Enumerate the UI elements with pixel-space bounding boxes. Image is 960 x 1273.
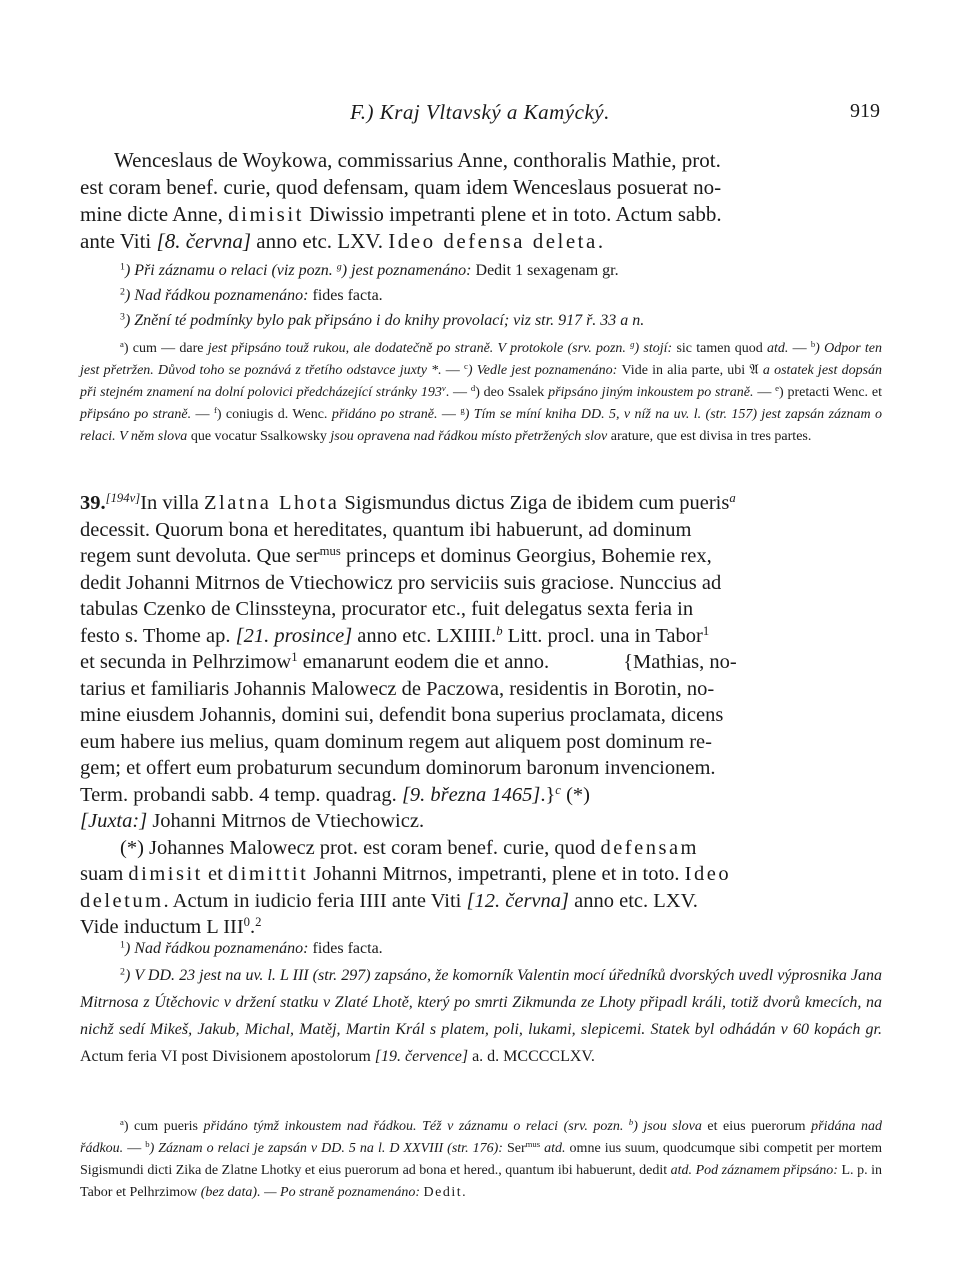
note-text: et eius puerorum xyxy=(707,1119,812,1134)
italic-note: jsou opravena nad řádkou místo přetržených slov xyxy=(330,429,611,444)
text-span: anno etc. LXIIII. xyxy=(352,624,497,647)
note-text: Vide in alia parte, ubi xyxy=(621,363,750,378)
italic-note: přidáno po straně. xyxy=(331,407,438,422)
note-text: . — xyxy=(445,385,471,400)
spaced-text: dimisit xyxy=(228,202,304,226)
text-line xyxy=(80,543,882,570)
note-text: ) cum pueris xyxy=(123,1119,204,1134)
italic-note: připsáno po straně. xyxy=(80,407,192,422)
note-text: fides facta. xyxy=(312,940,383,957)
entry-39-text xyxy=(80,490,882,941)
note-mark: g xyxy=(630,339,635,350)
footnote-1 xyxy=(80,258,882,283)
text-line: decessit. Quorum bona et hereditates, quantum ibi habuerunt, ad dominum xyxy=(80,518,692,541)
editorial-date: [9. března 1465] xyxy=(401,783,541,806)
note-mark: c xyxy=(555,782,561,797)
text-line: mine eiusdem Johannis, domini sui, defendit bona superius proclamata, dicens xyxy=(80,704,724,726)
text-span: Diwissio impetranti plene et in toto. Actum sabb. xyxy=(304,202,722,226)
text-span: festo s. Thome ap. xyxy=(80,624,236,647)
bottom-letter-notes xyxy=(80,1116,882,1204)
italic-note: ) Odpor ten jest přetržen. Důvod toho se poznává z třetího odstavce juxty *. xyxy=(80,341,882,378)
text-span: Johanni Mitrnos de Vtiechowicz. xyxy=(147,810,425,832)
note-text: sic tamen quod xyxy=(676,341,767,356)
italic-note: ) V DD. 23 jest na uv. l. L III (str. 297) zapsáno, že komorník Valentin mocí úředníků dvorských uvedl výprosnika Jana Mitrnosa z Útěchovic v držení statku v Zlaté Lhotě, který po smrti Zikmunda ze Lhoty připadl králi, totiž dvorů kmecích, na nichž sedí Mikeš, Jakub, Michal, Matěj, Martin Král s platem, poli, lukami, slepicemi. Statek byl odhádán v 60 kopách gr. xyxy=(80,967,882,1038)
italic-note: přidána nad řádkou. xyxy=(80,1119,883,1156)
footnote-mark: g xyxy=(336,261,342,273)
footnote-mark: 2 xyxy=(120,286,125,298)
footnote-1 xyxy=(80,936,882,962)
note-mark: d xyxy=(470,383,476,394)
text-line: dedit Johanni Mitrnos de Vtiechowicz pro serviciis suis graciose. Nunccius ad xyxy=(80,571,722,594)
text-line: est coram benef. curie, quod defensam, quam idem Wenceslaus posuerat no- xyxy=(80,175,722,199)
text-span: emanarunt eodem die et anno. xyxy=(297,651,550,673)
note-mark: b xyxy=(496,623,503,638)
spaced-text: defensam xyxy=(600,836,699,859)
running-header xyxy=(0,100,960,130)
italic-note: ) Nad řádkou poznamenáno: xyxy=(124,940,313,957)
text-span: Term. probandi sabb. 4 temp. quadrag. xyxy=(80,783,402,806)
note-text: a. d. MCCCCLXV. xyxy=(468,1048,595,1065)
text-span: ante Viti xyxy=(80,229,157,253)
note-text: ) deo Ssalek xyxy=(475,385,549,400)
italic-note: přidáno týmž inkoustem nad řádkou. Též v záznamu o relaci (srv. pozn. xyxy=(203,1119,629,1134)
spaced-text: dimittit xyxy=(227,863,309,885)
italic-note: ) Vedle jest poznamenáno: xyxy=(467,363,622,378)
note-text: — xyxy=(191,407,214,422)
superscript: mus xyxy=(525,1139,541,1150)
note-text: Ser xyxy=(506,1141,526,1156)
fraktur-glyph: 𝔄 xyxy=(749,363,759,378)
text-span: et secunda in Pelhrzimow xyxy=(80,651,292,673)
note-text: que vocatur Ssalkowsky xyxy=(190,429,331,444)
note-mark: b xyxy=(810,339,816,350)
note-mark: g xyxy=(460,405,465,416)
text-span: Vide inductum L III xyxy=(80,916,244,938)
note-text: fides facta. xyxy=(312,287,383,304)
italic-note: připsáno jiným inkoustem po straně. xyxy=(548,385,754,400)
text-span: Johanni Mitrnos, impetranti, plene et in toto. xyxy=(308,863,685,885)
text-line xyxy=(80,228,882,255)
entry-39 xyxy=(80,490,882,941)
spaced-text: Ideo xyxy=(684,863,732,885)
text-span: .} xyxy=(540,783,556,806)
note-text: ) coniugis d. Wenc. xyxy=(216,407,332,422)
bottom-footnotes xyxy=(80,936,882,1070)
footnote-2 xyxy=(80,283,882,308)
text-line: eum habere ius melius, quam dominum regem aut aliquem post dominum re- xyxy=(80,730,712,753)
note-mark: f xyxy=(213,405,217,416)
note-text: Actum feria VI post Divisionem apostolorum xyxy=(80,1048,375,1065)
superscript: 0 xyxy=(243,915,251,930)
italic-note: ) jest poznamenáno: xyxy=(341,262,476,279)
text-span: princeps et dominus Georgius, Bohemie rex, xyxy=(340,545,712,567)
text-line xyxy=(80,490,882,517)
footnote-mark: 1 xyxy=(120,261,125,273)
note-text: ) cum — dare xyxy=(123,341,208,356)
text-line xyxy=(80,888,882,915)
footnote-mark: 3 xyxy=(120,311,125,323)
italic-note: ) Záznam o relaci je zapsán v DD. 5 na l. D XXVIII (str. 176): xyxy=(149,1141,507,1156)
italic-note: ) Nad řádkou poznamenáno: xyxy=(124,287,313,304)
note-mark: a xyxy=(120,1117,124,1128)
text-span: (*) xyxy=(560,783,590,806)
editorial-date: [12. června] xyxy=(466,889,569,912)
italic-note: atd. xyxy=(766,341,789,356)
top-footnotes xyxy=(80,258,882,333)
text-span: (*) Johannes Malowecz prot. est coram benef. curie, quod xyxy=(120,836,601,859)
text-span: . xyxy=(250,916,256,938)
note-text: omne ius suum, quodcumque sibi competit per mortem Sigismundi dicti Zika de Zlatne Lhotky et eius puerorum ad bona et hered., quantum ibi habuerunt, dedit xyxy=(80,1141,882,1178)
text-line xyxy=(80,861,882,888)
text-span: anno etc. LXV. xyxy=(569,889,698,912)
spaced-text: Ideo defensa deleta. xyxy=(388,229,606,253)
note-mark: v xyxy=(441,383,446,394)
note-mark: b xyxy=(145,1139,150,1150)
footnote-mark: 2 xyxy=(255,915,262,930)
italic-note: ) Znění té podmínky bylo pak připsáno i do knihy provolací; viz str. 917 ř. 33 a n. xyxy=(124,312,645,329)
footnote-mark: 2 xyxy=(120,966,125,978)
text-line xyxy=(80,201,882,228)
text-line: Wenceslaus de Woykowa, commissarius Anne, conthoralis Mathie, prot. xyxy=(114,148,721,172)
letter-notes-text xyxy=(80,338,882,448)
note-text: — xyxy=(437,407,461,422)
superscript: mus xyxy=(319,544,341,559)
spaced-text: deletum xyxy=(80,889,164,912)
footnote-mark: 1 xyxy=(291,650,298,665)
italic-note: [19. července] xyxy=(374,1048,469,1065)
italic-note: atd. Pod záznamem připsáno: xyxy=(670,1163,842,1178)
note-text: Dedit 1 sexagenam gr. xyxy=(475,262,619,279)
text-span: anno etc. LXV. xyxy=(251,229,389,253)
text-line xyxy=(80,623,882,650)
italic-note: atd. xyxy=(540,1141,566,1156)
italic-note: ) stojí: xyxy=(634,341,677,356)
editorial-date: [8. června] xyxy=(156,229,251,253)
italic-note: a ostatek jest dopsán při stejném znamení na dolní polovici předcházející stránky 193 xyxy=(80,363,883,400)
text-span: In villa xyxy=(140,492,204,514)
italic-note: ) jsou slova xyxy=(633,1119,708,1134)
note-text: L. p. in Tabor et Pelhrzimow xyxy=(80,1163,882,1200)
editorial-marker: [Juxta:] xyxy=(80,810,148,832)
italic-note: ) Tím se míní kniha DD. 5, v níž na uv. l. (str. 157) jest zapsán záznam o relaci. V něm slova xyxy=(80,407,883,444)
text-span: et xyxy=(202,863,228,885)
running-title: F.) Kraj Vltavský a Kamýcký. xyxy=(350,100,610,124)
top-paragraph-text xyxy=(80,147,882,255)
note-mark: b xyxy=(628,1117,634,1128)
italic-note: jest připsáno touž rukou, ale dodatečně po straně. V protokole (srv. pozn. xyxy=(207,341,631,356)
text-line xyxy=(80,649,882,676)
text-span: Litt. procl. una in Tabor xyxy=(502,624,703,647)
note-mark: c xyxy=(464,361,468,372)
note-text: ) pretacti Wenc. et xyxy=(779,385,882,400)
text-span: Sigismundus dictus Ziga de ibidem cum pueris xyxy=(339,492,730,514)
spaced-text: dimisit xyxy=(128,863,203,885)
note-mark: a xyxy=(729,491,736,506)
folio-mark: [194v] xyxy=(105,491,141,506)
text-line: tarius et familiaris Johannis Malowecz de Paczowa, residentis in Borotin, no- xyxy=(80,677,715,700)
footnote-mark: 1 xyxy=(702,623,710,638)
note-text: — xyxy=(753,385,776,400)
italic-note: (bez data). — Po straně poznamenáno: xyxy=(200,1185,424,1200)
text-span: . Actum in iudicio feria IIII ante Viti xyxy=(163,889,467,912)
text-span: regem sunt devoluta. Que ser xyxy=(80,545,320,567)
text-span: {Mathias, no- xyxy=(623,651,737,673)
letter-notes-text xyxy=(80,1116,882,1204)
text-line: tabulas Czenko de Clinssteyna, procurator etc., fuit delegatus sexta feria in xyxy=(80,598,694,620)
note-text: arature, que est divisa in tres partes. xyxy=(610,429,812,444)
top-paragraph xyxy=(80,147,882,255)
note-text: — xyxy=(441,363,465,378)
note-text: — xyxy=(123,1141,146,1156)
note-text: — xyxy=(788,341,811,356)
text-span: mine dicte Anne, xyxy=(80,202,229,226)
text-line: gem; et offert eum probaturum secundum dominorum baronum invencionem. xyxy=(80,757,716,779)
entry-number: 39. xyxy=(80,492,106,514)
footnote-3 xyxy=(80,308,882,333)
note-mark: e xyxy=(775,383,780,394)
note-mark: a xyxy=(120,339,124,350)
place-name: Zlatna Lhota xyxy=(203,492,340,514)
spaced-text: Dedit. xyxy=(423,1185,468,1200)
text-line xyxy=(80,835,882,862)
italic-note: ) Při záznamu o relaci (viz pozn. xyxy=(124,262,337,279)
footnote-2 xyxy=(80,962,882,1070)
text-line xyxy=(80,808,882,835)
top-letter-notes xyxy=(80,338,882,448)
editorial-date: [21. prosince] xyxy=(235,624,353,647)
footnote-mark: 1 xyxy=(120,939,125,951)
text-span: suam xyxy=(80,863,129,885)
page-number: 919 xyxy=(850,100,880,122)
text-line xyxy=(80,782,882,809)
